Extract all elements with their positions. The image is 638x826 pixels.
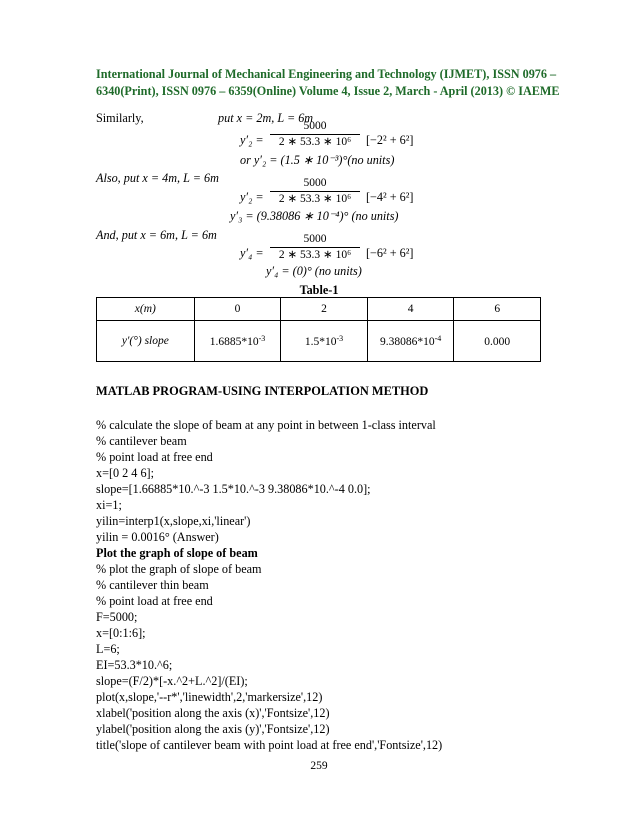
- cell-exponent: -3: [336, 334, 344, 343]
- code-line: % cantilever beam: [96, 434, 187, 448]
- equation-3-rhs: [−6² + 6²]: [366, 246, 414, 260]
- cell-value: 9.38086*10: [379, 336, 435, 348]
- code-line: EI=53.3*10.^6;: [96, 658, 173, 672]
- table-row: [97, 321, 541, 362]
- section-title: MATLAB PROGRAM-USING INTERPOLATION METHOD: [96, 384, 429, 398]
- code-line: L=6;: [96, 642, 120, 656]
- code-line: % point load at free end: [96, 450, 213, 464]
- code-line: plot(x,slope,'--r*','linewidth',2,'markersize',12): [96, 690, 323, 704]
- cell-exponent: -4: [434, 334, 442, 343]
- put-statement-1: put x = 2m, L = 6m: [218, 111, 314, 125]
- table-cell: [454, 321, 541, 362]
- equation-2-result: y′₃ = (9.38086 ∗ 10⁻⁴)° (no units): [230, 209, 399, 223]
- table-row: [97, 298, 541, 321]
- table-cell: 6: [454, 298, 541, 321]
- code-line: slope=[1.66885*10.^-3 1.5*10.^-3 9.38086*10.^-4 0.0];: [96, 482, 371, 496]
- code-line: xi=1;: [96, 498, 122, 512]
- code-line: xlabel('position along the axis (x)','Fontsize',12): [96, 706, 330, 720]
- equation-2-rhs: [−4² + 6²]: [366, 190, 414, 204]
- equation-1-rhs: [−2² + 6²]: [366, 133, 414, 147]
- page-number: 259: [310, 760, 328, 772]
- cell-value: 0.000: [484, 336, 511, 348]
- fraction-bar: [270, 191, 360, 192]
- code-line: ylabel('position along the axis (y)','Fontsize',12): [96, 722, 330, 736]
- fraction-bar: [270, 134, 360, 135]
- code-line: title('slope of cantilever beam with point load at free end','Fontsize',12): [96, 738, 443, 752]
- code-line: % plot the graph of slope of beam: [96, 562, 262, 576]
- equation-1-numerator: 5000: [303, 120, 327, 132]
- slope-table: [96, 297, 541, 362]
- code-line: % cantilever thin beam: [96, 578, 209, 592]
- journal-header-line2: 6340(Print), ISSN 0976 – 6359(Online) Volume 4, Issue 2, March - April (2013) © IAEME: [96, 84, 560, 98]
- code-line: yilin=interp1(x,slope,xi,'linear'): [96, 514, 251, 528]
- equation-3-lhs: y′₄ =: [240, 246, 264, 260]
- equation-2-fraction: [270, 177, 360, 206]
- code-line: % calculate the slope of beam at any point in between 1-class interval: [96, 418, 436, 432]
- equation-2-numerator: 5000: [303, 177, 327, 189]
- cell-exponent: -3: [258, 334, 266, 343]
- equation-3-denominator: 2 ∗ 53.3 ∗ 10⁶: [278, 249, 352, 261]
- code-line: x=[0 2 4 6];: [96, 466, 154, 480]
- table-cell: [367, 321, 454, 362]
- table-cell: 4: [367, 298, 454, 321]
- equation-1-fraction: [270, 120, 360, 149]
- table-header-cell: y′(°) slope: [97, 321, 195, 362]
- table-cell: [194, 321, 281, 362]
- equation-2-denominator: 2 ∗ 53.3 ∗ 10⁶: [278, 193, 352, 205]
- equation-3-numerator: 5000: [303, 233, 327, 245]
- equation-1-denominator: 2 ∗ 53.3 ∗ 10⁶: [278, 136, 352, 148]
- code-line: x=[0:1:6];: [96, 626, 146, 640]
- table-header-cell: x(m): [97, 298, 195, 321]
- cell-value: 1.5*10: [304, 336, 337, 348]
- table-cell: [281, 321, 368, 362]
- equation-1-result: or y′₂ = (1.5 ∗ 10⁻³)°(no units): [240, 153, 395, 167]
- equation-3-result: y′₄ = (0)° (no units): [266, 264, 362, 278]
- fraction-bar: [270, 247, 360, 248]
- subheading: Plot the graph of slope of beam: [96, 546, 258, 560]
- table-cell: 2: [281, 298, 368, 321]
- table-cell: 0: [194, 298, 281, 321]
- journal-header-line1: International Journal of Mechanical Engineering and Technology (IJMET), ISSN 0976 –: [96, 67, 557, 81]
- similarly-label: Similarly,: [96, 111, 144, 125]
- code-line: slope=(F/2)*[-x.^2+L.^2]/(EI);: [96, 674, 248, 688]
- also-statement: Also, put x = 4m, L = 6m: [96, 171, 219, 185]
- equation-2-lhs: y′₂ =: [240, 190, 264, 204]
- cell-value: 1.6885*10: [209, 336, 259, 348]
- code-line: F=5000;: [96, 610, 138, 624]
- journal-header: [96, 66, 566, 100]
- and-statement: And, put x = 6m, L = 6m: [96, 228, 217, 242]
- equation-3-fraction: [270, 233, 360, 262]
- code-line: yilin = 0.0016° (Answer): [96, 530, 219, 544]
- table-caption: Table-1: [299, 283, 339, 297]
- code-line: % point load at free end: [96, 594, 213, 608]
- equation-1-lhs: y′₂ =: [240, 133, 264, 147]
